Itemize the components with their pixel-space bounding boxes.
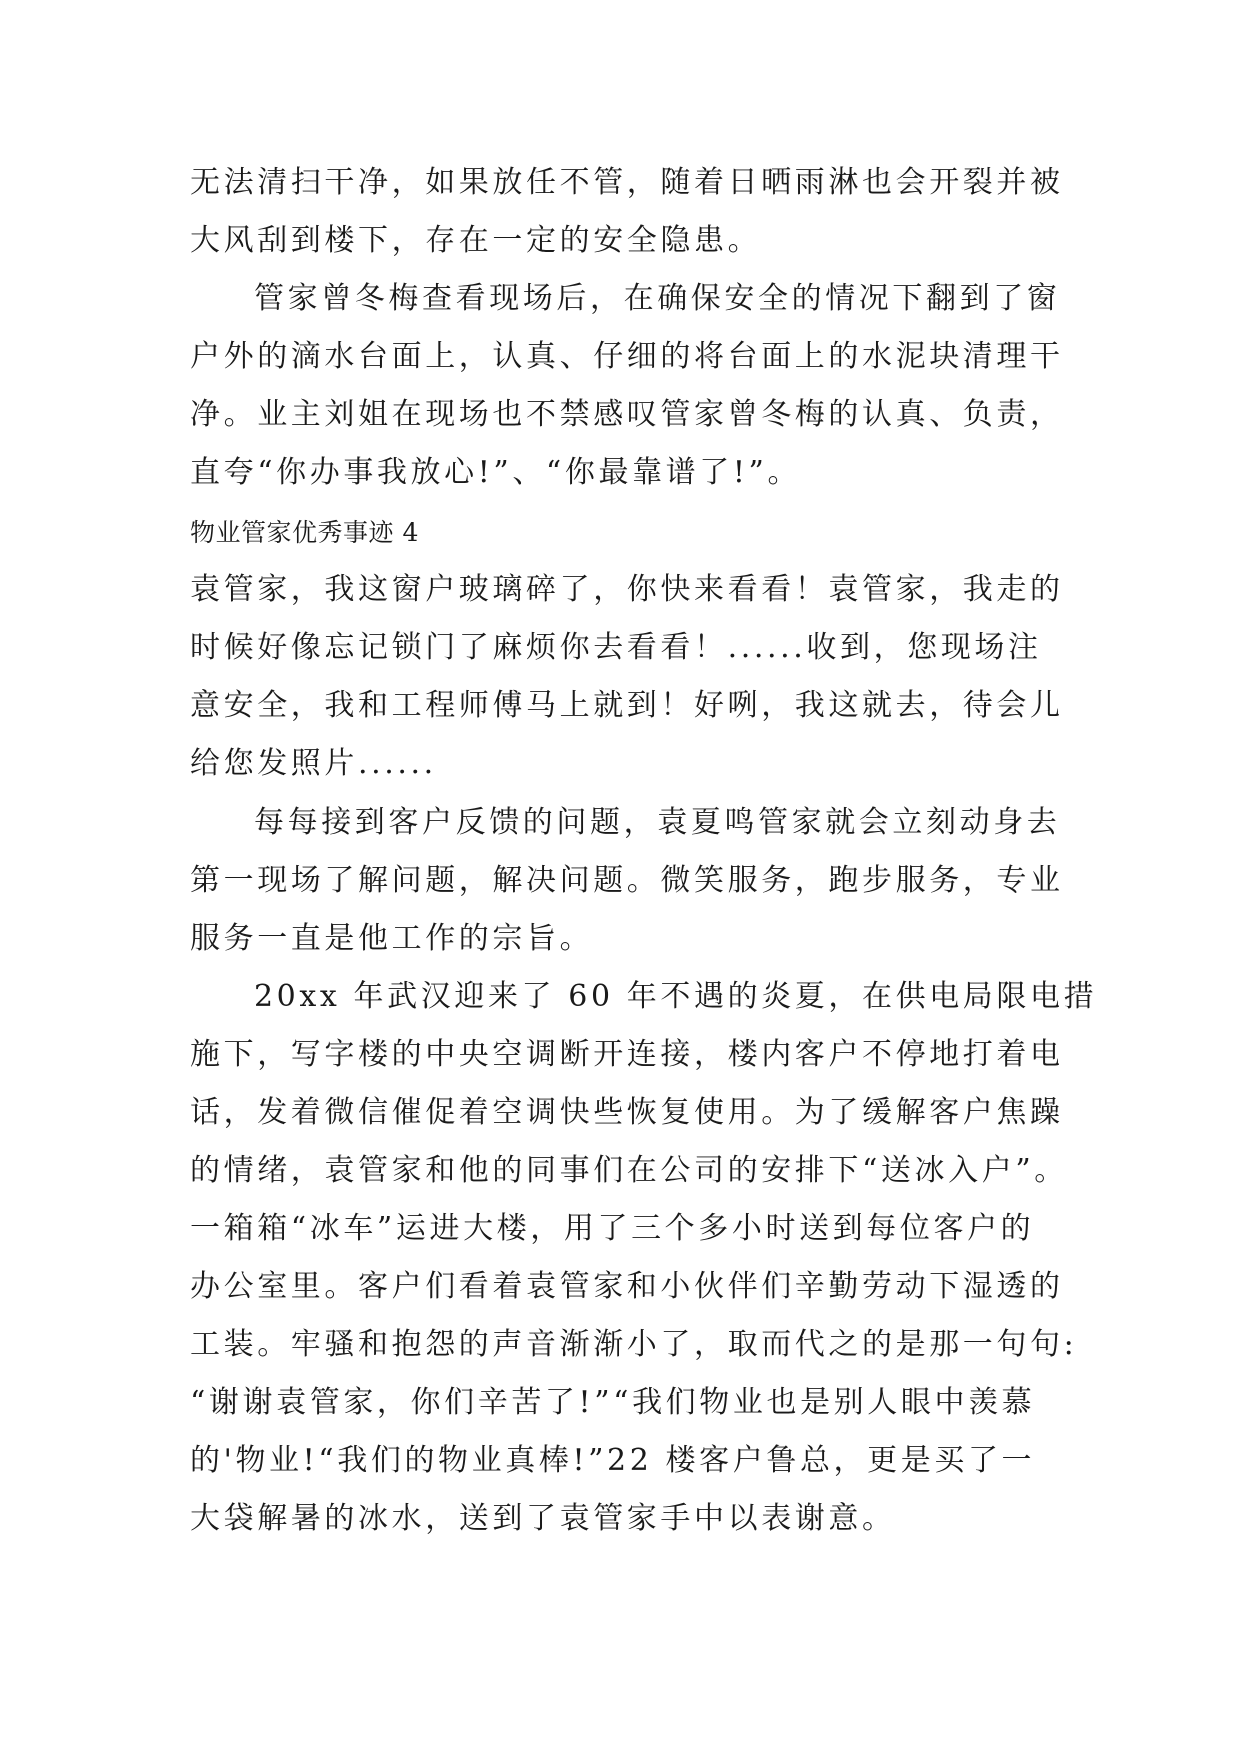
paragraph-5-line-9: 的'物业!“我们的物业真棒!”22 楼客户鲁总，更是买了一 — [190, 1443, 1036, 1478]
paragraph-4-line-3: 服务一直是他工作的宗旨。 — [190, 921, 594, 956]
paragraph-2-line-2: 户外的滴水台面上，认真、仔细的将台面上的水泥块清理干 — [190, 339, 1064, 374]
paragraph-4-line-1: 每每接到客户反馈的问题，袁夏鸣管家就会立刻动身去 — [254, 805, 1061, 840]
paragraph-5-line-3: 话，发着微信催促着空调快些恢复使用。为了缓解客户焦躁 — [190, 1095, 1064, 1130]
paragraph-2-line-1: 管家曾冬梅查看现场后，在确保安全的情况下翻到了窗 — [254, 281, 1061, 316]
section-heading: 物业管家优秀事迹 4 — [190, 518, 419, 547]
paragraph-1-line-2: 大风刮到楼下，存在一定的安全隐患。 — [190, 223, 762, 258]
paragraph-5-line-2: 施下，写字楼的中央空调断开连接，楼内客户不停地打着电 — [190, 1037, 1064, 1072]
paragraph-5-line-5: 一箱箱“冰车”运进大楼，用了三个多小时送到每位客户的 — [190, 1211, 1035, 1246]
paragraph-3-line-2: 时候好像忘记锁门了麻烦你去看看！......收到，您现场注 — [190, 630, 1042, 665]
paragraph-5-line-10: 大袋解暑的冰水，送到了袁管家手中以表谢意。 — [190, 1501, 896, 1536]
paragraph-5-line-6: 办公室里。客户们看着袁管家和小伙伴们辛勤劳动下湿透的 — [190, 1269, 1064, 1304]
paragraph-4-line-2: 第一现场了解问题，解决问题。微笑服务，跑步服务，专业 — [190, 863, 1064, 898]
paragraph-3-line-3: 意安全，我和工程师傅马上就到！好咧，我这就去，待会儿 — [190, 688, 1064, 723]
paragraph-2-line-3: 净。业主刘姐在现场也不禁感叹管家曾冬梅的认真、负责， — [190, 397, 1064, 432]
paragraph-2-line-4: 直夸“你办事我放心!”、“你最靠谱了!”。 — [190, 455, 802, 490]
paragraph-3-line-1: 袁管家，我这窗户玻璃碎了，你快来看看！袁管家，我走的 — [190, 572, 1064, 607]
paragraph-3-line-4: 给您发照片...... — [190, 746, 437, 781]
paragraph-5-line-7: 工装。牢骚和抱怨的声音渐渐小了，取而代之的是那一句句: — [190, 1327, 1078, 1362]
paragraph-5-line-1: 20xx 年武汉迎来了 60 年不遇的炎夏，在供电局限电措 — [254, 979, 1098, 1014]
paragraph-1-line-1: 无法清扫干净，如果放任不管，随着日晒雨淋也会开裂并被 — [190, 165, 1064, 200]
paragraph-5-line-4: 的情绪，袁管家和他的同事们在公司的安排下“送冰入户”。 — [190, 1153, 1068, 1188]
paragraph-5-line-8: “谢谢袁管家，你们辛苦了!”“我们物业也是别人眼中羡慕 — [190, 1385, 1036, 1420]
